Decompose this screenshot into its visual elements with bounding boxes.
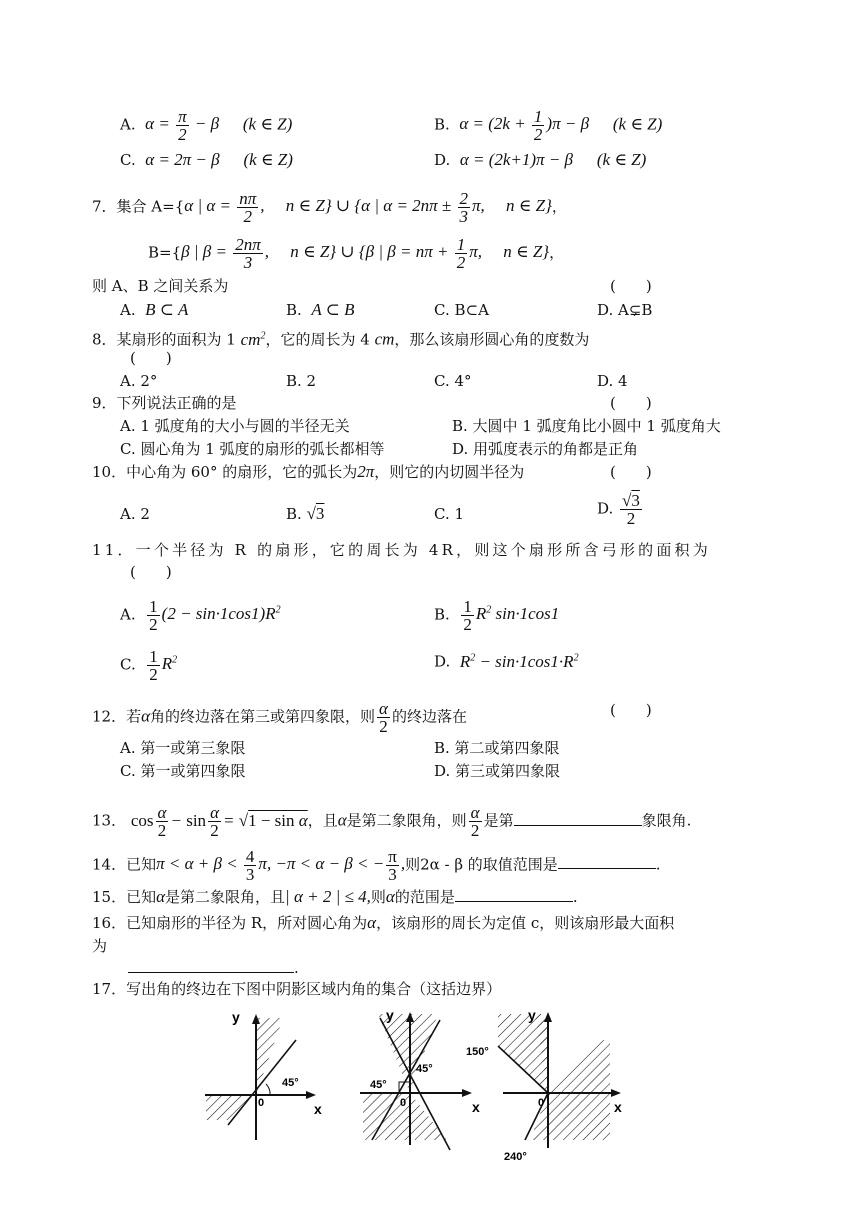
fig1-y-label: y (232, 1009, 240, 1025)
q17-stem: 17．写出角的终边在下图中阴影区域内角的集合（这括边界） (92, 980, 502, 998)
q7-paren: ( ) (610, 277, 652, 295)
q16-answer: . (128, 958, 299, 978)
q7-stem: 则 A、B 之间关系为 (92, 277, 229, 295)
q8-option-d: D. 4 (597, 372, 628, 390)
fig2-angle-a-label: 45° (416, 1063, 433, 1075)
q8-option-a: A. 2° (120, 372, 158, 390)
q9-paren: ( ) (610, 394, 652, 412)
q9-option-c: C. 圆心角为 1 弧度的扇形的弧长都相等 (120, 440, 385, 458)
fig3-origin-label: 0 (538, 1097, 545, 1109)
q14-answer-blank[interactable] (558, 854, 656, 869)
q9-option-b: B. 大圆中 1 弧度角比小圆中 1 弧度角大 (452, 417, 721, 435)
q11-stem: 11．一个半径为 R 的扇形，它的周长为 4R，则这个扇形所含弓形的面积为 (92, 541, 711, 559)
q15: 15．已知α是第二象限角，且| α + 2 | ≤ 4,则α的范围是 . (92, 887, 578, 906)
q10-paren: ( ) (610, 463, 652, 481)
q7-line1: 7．集合 A={α | α = $\frac{n\pi}{2}$ , n ∈ Z} ∪ {α | α = 2nπ ± $\frac{2}{3}$ π, n ∈ Z}， (92, 189, 567, 226)
q12-option-a: A. 第一或第三象限 (120, 739, 246, 757)
fig3-angle-a-label: 150° (466, 1046, 489, 1058)
fig2-origin-label: 0 (400, 1097, 407, 1109)
q15-answer-blank[interactable] (455, 887, 573, 902)
q11-option-a: A. $\frac{1}{2}$ $(2 - \sin\cdot 1\cos 1)R^2$ (120, 597, 281, 634)
q16-line2: 为 (92, 937, 108, 955)
q10-option-b: B. √3 (286, 504, 325, 523)
fig3-y-label: y (528, 1007, 536, 1023)
fig3-x-label: x (614, 1099, 622, 1115)
q12-option-c: C. 第一或第四象限 (120, 762, 246, 780)
fig3-angle-b-label: 240° (504, 1151, 527, 1163)
q12-stem: 12．若α角的终边落在第三或第四象限，则 $\frac{\alpha}{2}$ 的终边落在 (92, 699, 467, 736)
figure-1 (205, 1009, 322, 1140)
figure-2 (360, 1007, 480, 1150)
q7-option-c: C. B⊂A (434, 301, 489, 319)
q7-line2: B={β | β = $\frac{2n\pi}{3}$ , n ∈ Z} ∪ {β | β = nπ + $\frac{1}{2}$ π, n ∈ Z}， (148, 235, 565, 272)
q9-option-a: A. 1 弧度角的大小与圆的半径无关 (120, 417, 350, 435)
q6-option-c: C. α = 2π − β (k ∈ Z) (120, 150, 293, 169)
q10-option-d: D. $\frac{√3}{2}$ (597, 491, 640, 528)
q8-stem: 8．某扇形的面积为 1 $cm^2$，它的周长为 4 cm，那么该扇形圆心角的度数为 (92, 329, 590, 349)
q9-stem: 9．下列说法正确的是 (92, 394, 237, 412)
q10-stem: 10．中心角为 60° 的扇形，它的弧长为2π，则它的内切圆半径为 (92, 462, 525, 481)
q16-line1: 16．已知扇形的半径为 R，所对圆心角为α，该扇形的周长为定值 c，则该扇形最大面积 (92, 913, 675, 932)
q10-option-a: A. 2 (120, 505, 150, 523)
q11-paren: ( ) (130, 563, 172, 581)
q13: 13． cos $\frac{\alpha}{2}$ − sin $\frac{\alpha}{2}$ = √1 − sin α，且α是第二象限角，则 $\frac{\alpha}{2}$ 是第 象限角. (92, 803, 692, 841)
fig1-x-label: x (314, 1101, 322, 1117)
q14: 14．已知π < α + β < $\frac{4}{3}$ π, −π < α − β < − $\frac{\pi}{3}$ ,则2α - β 的取值范围是 . (92, 847, 661, 884)
fig2-angle-b-label: 45° (370, 1079, 387, 1091)
q10-option-c: C. 1 (434, 505, 465, 523)
q6-option-d: D. α = (2k+1)π − β (k ∈ Z) (434, 150, 647, 169)
fig2-x-label: x (472, 1099, 480, 1115)
q7-option-a: A. B ⊂ A (120, 300, 189, 319)
q16-answer-blank[interactable] (128, 958, 294, 973)
fig1-angle-label: 45° (282, 1077, 299, 1089)
q8-paren: ( ) (130, 349, 172, 367)
q11-option-d: D. $R^2 - \sin\cdot 1\cos 1\cdot R^2$ (434, 651, 579, 671)
q12-option-b: B. 第二或第四象限 (434, 739, 560, 757)
q13-answer-blank[interactable] (514, 811, 642, 826)
q9-option-d: D. 用弧度表示的角都是正角 (452, 440, 639, 458)
q11-option-b: B. $\frac{1}{2}$ $R^2$ sin·1cos1 (434, 597, 560, 634)
figure-3 (466, 1007, 622, 1163)
fig1-origin-label: 0 (258, 1097, 265, 1109)
q7-option-d: D. A⊊B (597, 301, 653, 319)
q11-option-c: C. $\frac{1}{2}$ $R^2$ (120, 647, 178, 684)
q17-figures (0, 1000, 860, 1170)
q6-option-a: A. α = $\frac{\pi}{2}$ − β (k ∈ Z) (120, 107, 293, 144)
fig2-y-label: y (386, 1007, 394, 1023)
q8-option-b: B. 2 (286, 372, 317, 390)
q12-option-d: D. 第三或第四象限 (434, 762, 561, 780)
q12-paren: ( ) (610, 701, 652, 719)
q7-option-b: B. A ⊂ B (286, 300, 355, 319)
q6-option-b: B. α = (2k + $\frac{1}{2}$ )π − β (k ∈ Z) (434, 107, 663, 144)
q8-option-c: C. 4° (434, 372, 472, 390)
